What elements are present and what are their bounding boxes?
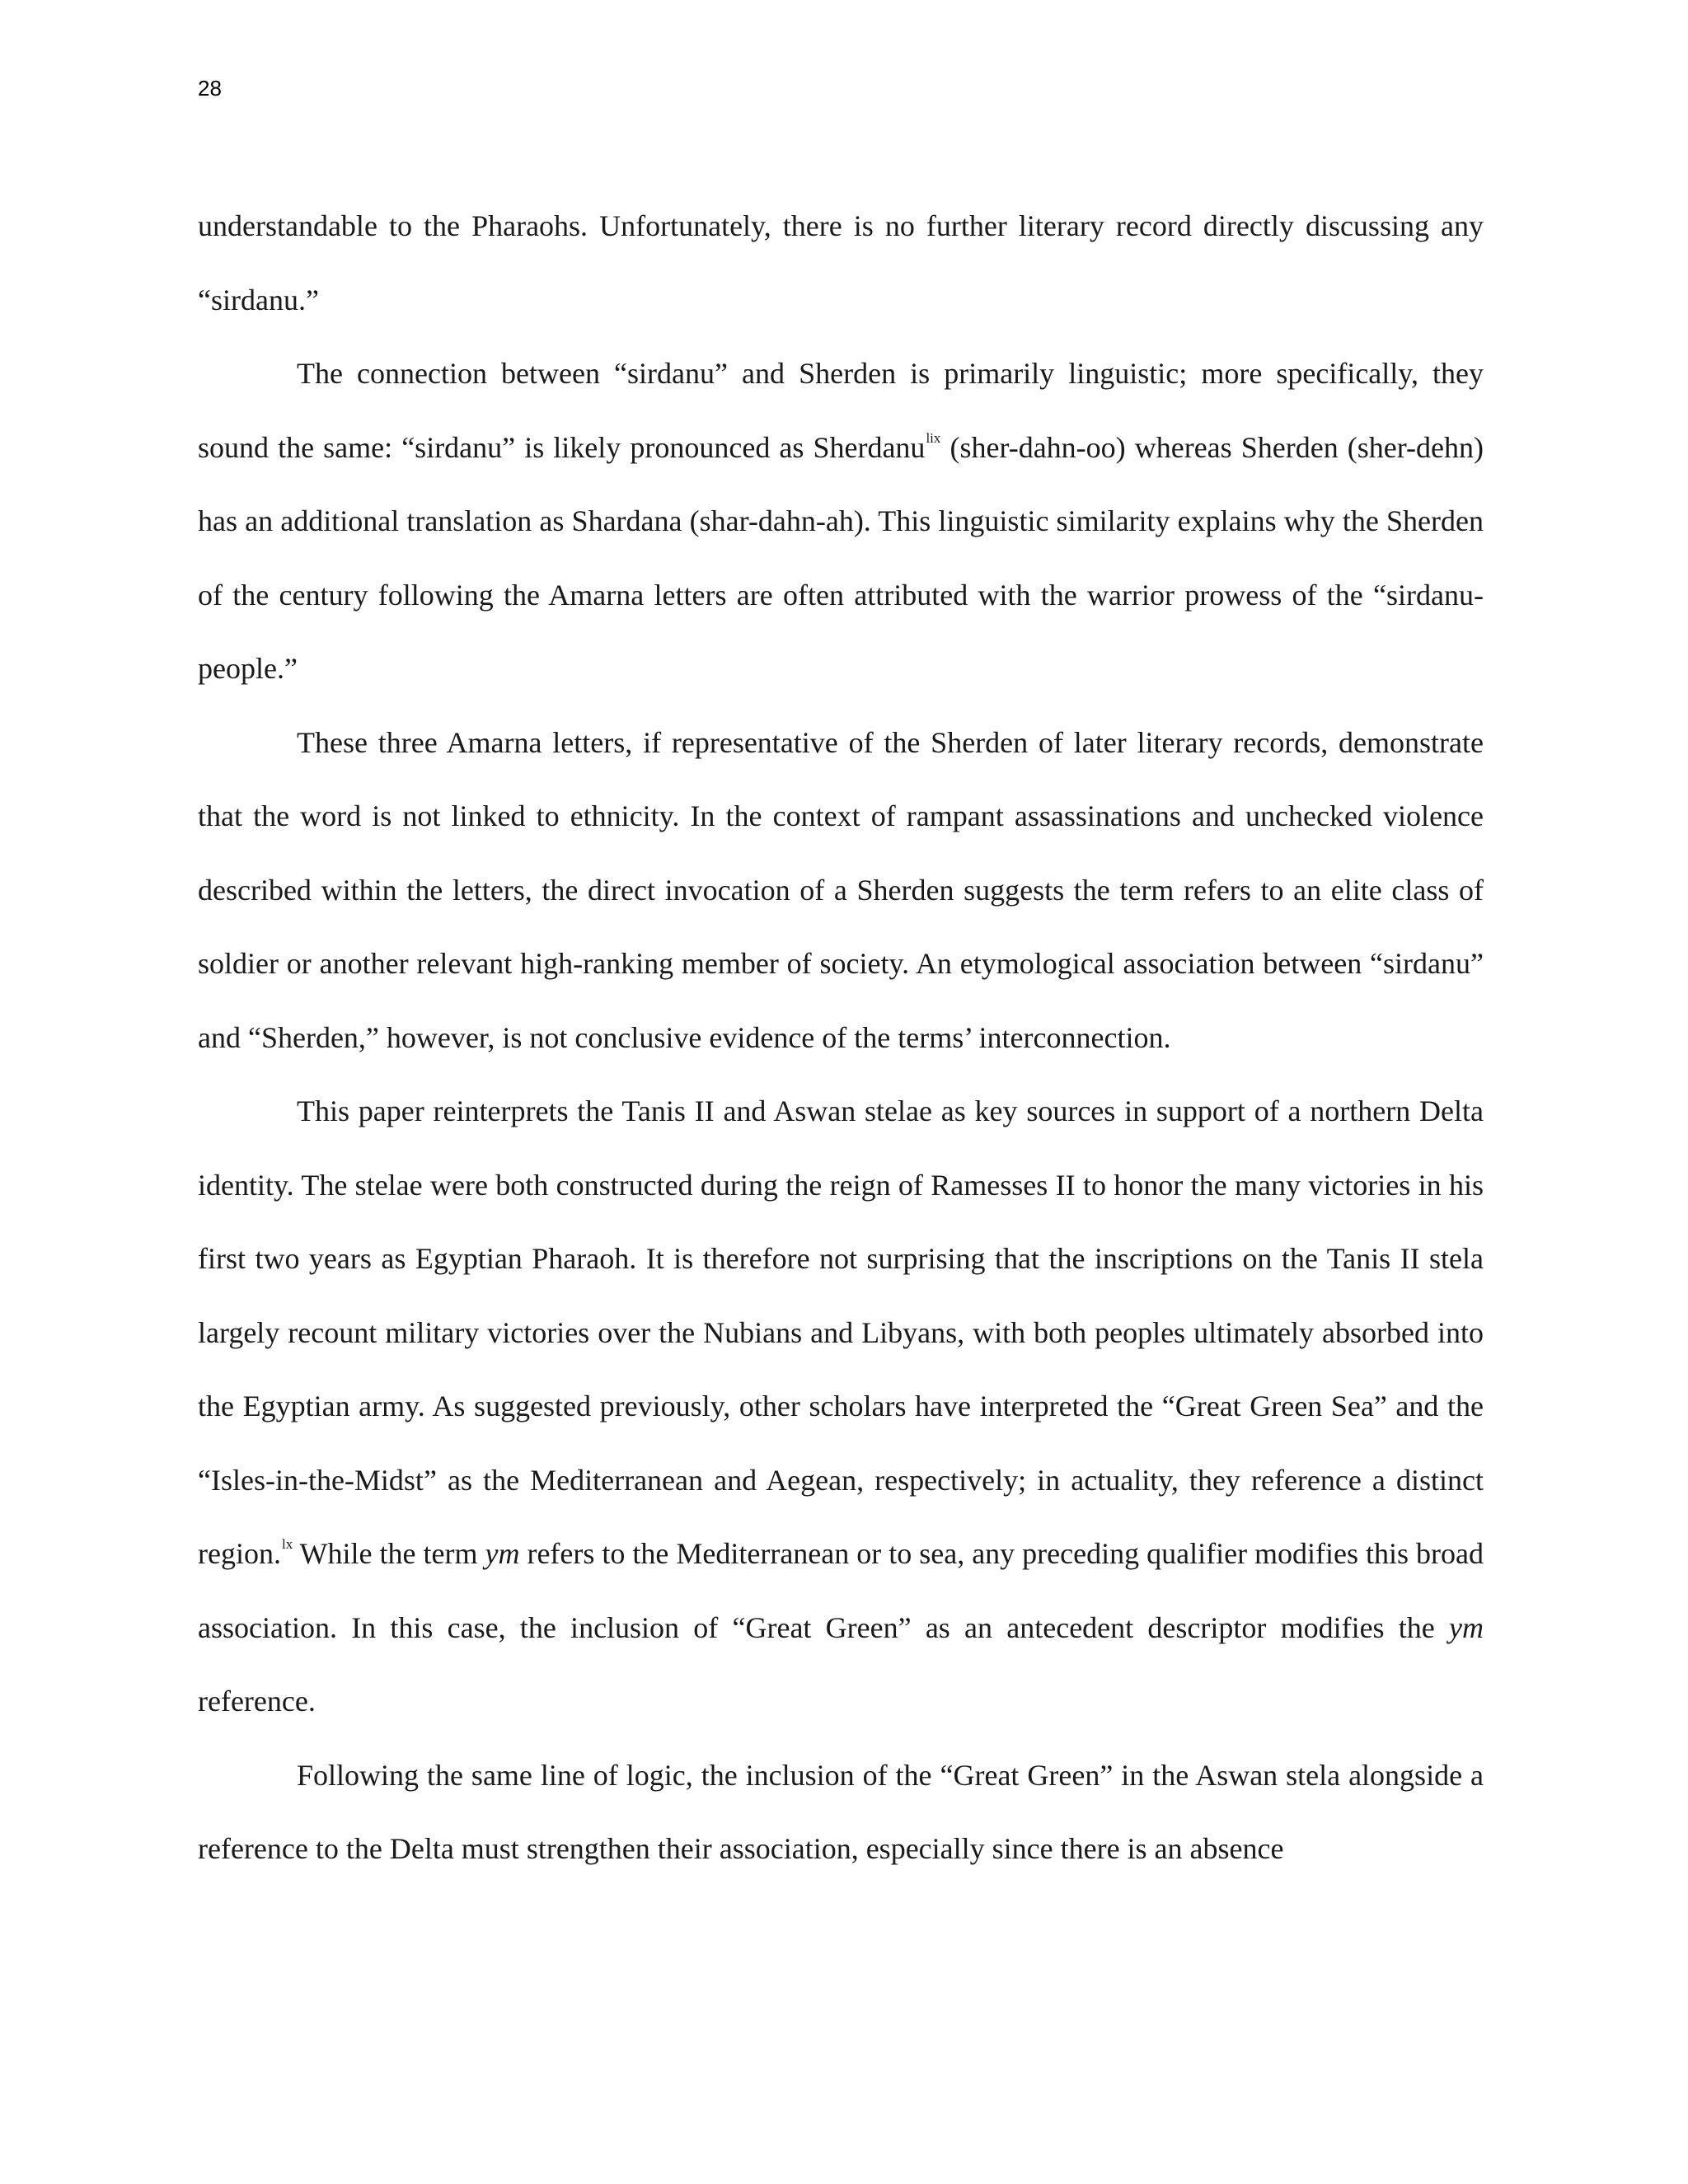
paragraph-2 (198, 337, 1484, 706)
paragraph-4-text-c: refers to the Mediterranean or to sea, any preceding qualifier modifies this broad association. In this case, the inclusion of “Great Green” as an antecedent descriptor modifies the (198, 1537, 1484, 1644)
paragraph-3: These three Amarna letters, if representative of the Sherden of later literary records, demonstrate that the word is not linked to ethnicity. In the context of rampant assassinations and unchecked violence described within the letters, the direct invocation of a Sherden suggests the term refers to an elite class of soldier or another relevant high-ranking member of society. An etymological association between “sirdanu” and “Sherden,” however, is not conclusive evidence of the terms’ interconnection. (198, 725, 1484, 1054)
page-number: 28 (198, 76, 222, 101)
paragraph-4 (198, 1075, 1484, 1739)
paragraph-4-text-b: While the term (293, 1537, 485, 1570)
italic-term-ym: ym (485, 1537, 520, 1570)
paragraph-4-text-d: reference. (198, 1685, 316, 1718)
paragraph-2-text-b: (sher-dahn-oo) whereas Sherden (sher-dehn) has an additional translation as Shardana (shar-dahn-ah). This linguistic similarity explains why the Sherden of the century following the Amarna letters are often attributed with the warrior prowess of the “sirdanu-people.” (198, 430, 1484, 685)
paragraph-4-text-a: This paper reinterprets the Tanis II and Aswan stelae as key sources in support of a northern Delta identity. The stelae were both constructed during the reign of Ramesses II to honor the many victories in his first two years as Egyptian Pharaoh. It is therefore not surprising that the inscriptions on the Tanis II stela largely recount military victories over the Nubians and Libyans, with both peoples ultimately absorbed into the Egyptian army. As suggested previously, other scholars have interpreted the “Great Green Sea” and the “Isles-in-the-Midst” as the Mediterranean and Aegean, respectively; in actuality, they reference a distinct region. (198, 1094, 1484, 1570)
paragraph-2-text-a: The connection between “sirdanu” and Sherden is primarily linguistic; more specifically, they sound the same: “sirdanu” is likely pronounced as Sherdanu (198, 357, 1484, 464)
endnote-reference-lx[interactable]: lx (281, 1536, 293, 1552)
paragraph-1: understandable to the Pharaohs. Unfortunately, there is no further literary record directly discussing any “sirdanu.” (198, 209, 1484, 316)
paragraph-5: Following the same line of logic, the inclusion of the “Great Green” in the Aswan stela alongside a reference to the Delta must strengthen their association, especially since there is an absence (198, 1758, 1484, 1865)
italic-term-ym: ym (1449, 1610, 1484, 1644)
body-text (198, 190, 1484, 1886)
endnote-reference-lix[interactable]: lix (926, 429, 941, 446)
